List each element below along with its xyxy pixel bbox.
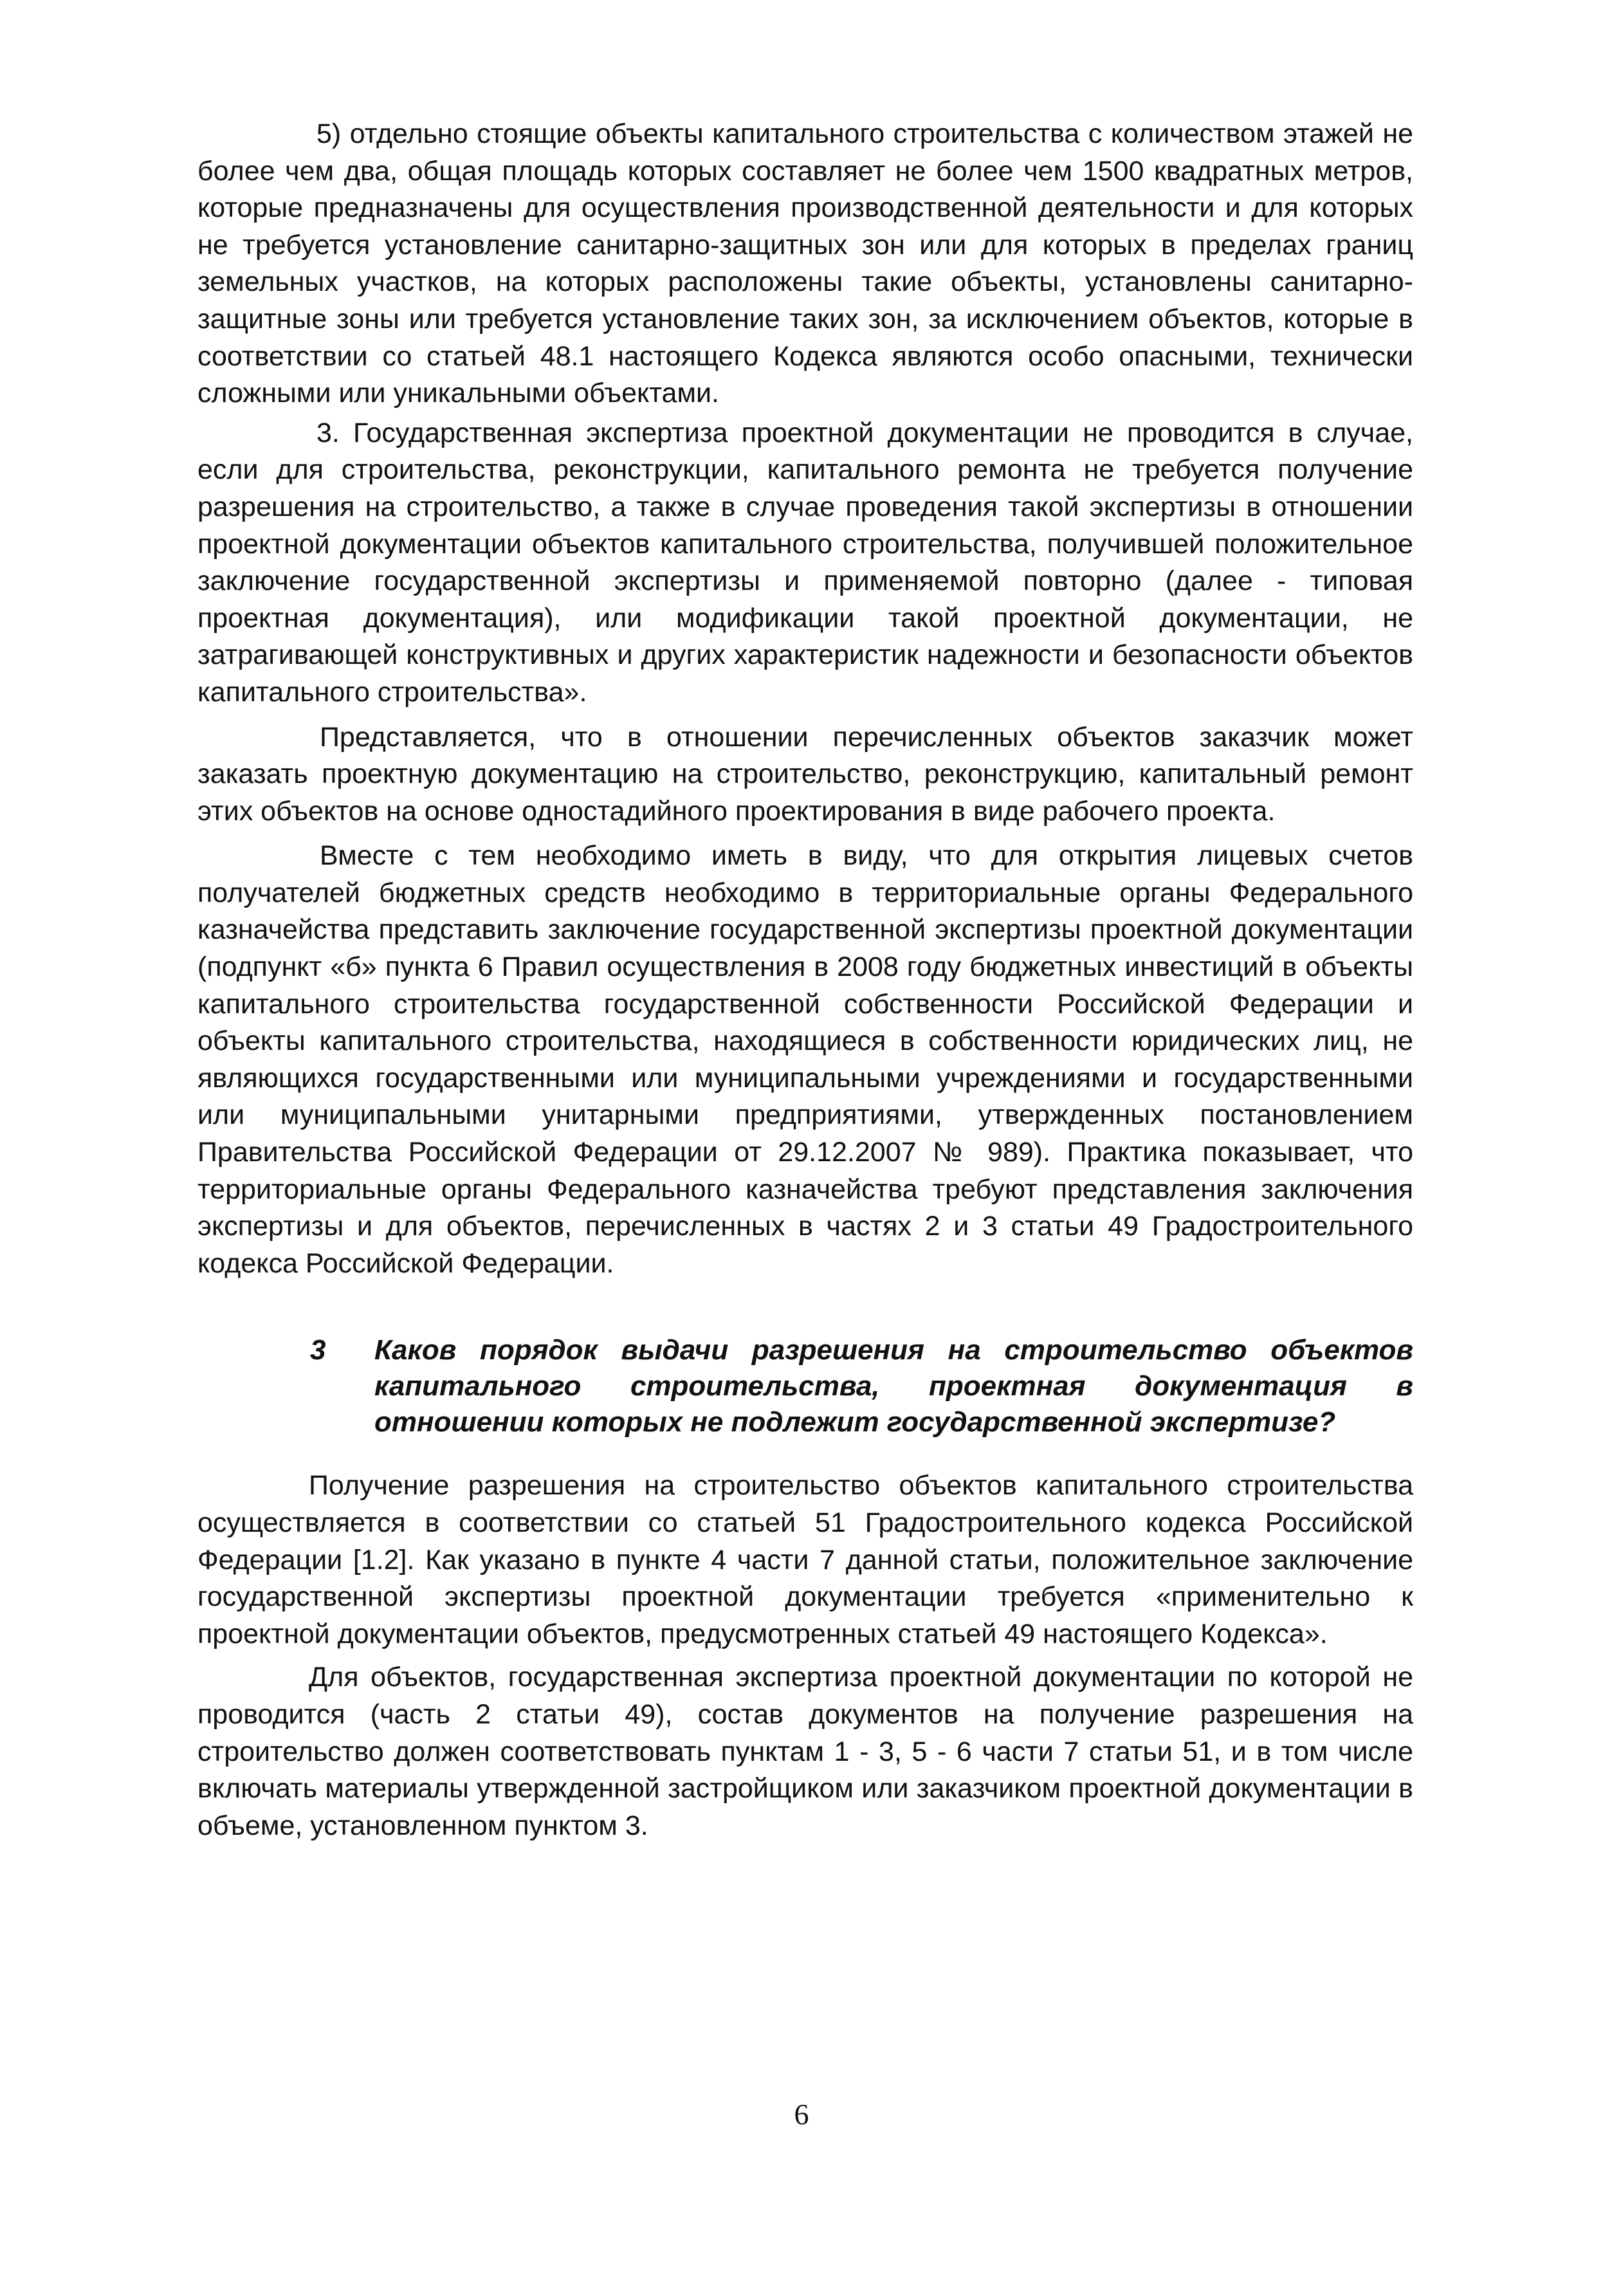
paragraph-treasury-requirements: Вместе с тем необходимо иметь в виду, что для открытия лицевых счетов получателей бюджетных средств необходимо в территориальные органы Федерального казначейства представить заключение государственной экспертизы проектной документации (подпункт «б» пункта 6 Правил осуществления в 2008 году бюджетных инвестиций в объекты капитального строительства государственной собственности Российской Федерации и объекты капитального строительства, находящиеся в собственности юридических лиц, не являющихся государственными или муниципальными учреждениями и государственными или муниципальными унитарными предприятиями, утвержденных постановлением Правительства Российской Федерации от 29.12.2007 № 989). Практика показывает, что территориальные органы Федерального казначейства требуют представления заключения экспертизы и для объектов, перечисленных в частях 2 и 3 статьи 49 Градостроительного кодекса Российской Федерации. (197, 840, 1413, 1279)
paragraph-item-5: 5) отдельно стоящие объекты капитального строительства с количеством этажей не более чем два, общая площадь которых составляет не более чем 1500 квадратных метров, которые предназначены для осуществления производственной деятельности и для которых не требуется установление санитарно-защитных зон или для которых в пределах границ земельных участков, на которых расположены такие объекты, установлены санитарно-защитные зоны или требуется установление таких зон, за исключением объектов, которые в соответствии со статьей 48.1 настоящего Кодекса являются особо опасными, технически сложными или уникальными объектами. (197, 118, 1413, 409)
section-heading (197, 1332, 1413, 1440)
page-body (197, 116, 1413, 1844)
paragraph-document-composition: Для объектов, государственная экспертиза проектной документации по которой не проводится (часть 2 статьи 49), состав документов на получение разрешения на строительство должен соответствовать пунктам 1 - 3, 5 - 6 части 7 статьи 51, и в том числе включать материалы утвержденной застройщиком или заказчиком проектной документации в объеме, установленном пунктом 3. (197, 1662, 1413, 1841)
page-number: 6 (794, 2098, 809, 2131)
paragraph-permit-procedure: Получение разрешения на строительство объектов капитального строительства осуществляется в соответствии со статьей 51 Градостроительного кодекса Российской Федерации [1.2]. Как указано в пункте 4 части 7 данной статьи, положительное заключение государственной экспертизы проектной документации требуется «применительно к проектной документации объектов, предусмотренных статьей 49 настоящего Кодекса». (197, 1470, 1413, 1649)
section-title: Каков порядок выдачи разрешения на строительство объектов капитального строительства, проектная документация в отношении которых не подлежит государственной экспертизе? (374, 1334, 1413, 1438)
paragraph-clause-3: 3. Государственная экспертиза проектной документации не проводится в случае, если для строительства, реконструкции, капитального ремонта не требуется получение разрешения на строительство, а также в случае проведения такой экспертизы в отношении проектной документации объектов капитального строительства, получившей положительное заключение государственной экспертизы и применяемой повторно (далее - типовая проектная документация), или модификации такой проектной документации, не затрагивающей конструктивных и других характеристик надежности и безопасности объектов капитального строительства». (197, 417, 1413, 708)
paragraph-representation: Представляется, что в отношении перечисленных объектов заказчик может заказать проектную документацию на строительство, реконструкцию, капитальный ремонт этих объектов на основе одностадийного проектирования в виде рабочего проекта. (197, 721, 1413, 827)
section-number: 3 (310, 1334, 326, 1366)
